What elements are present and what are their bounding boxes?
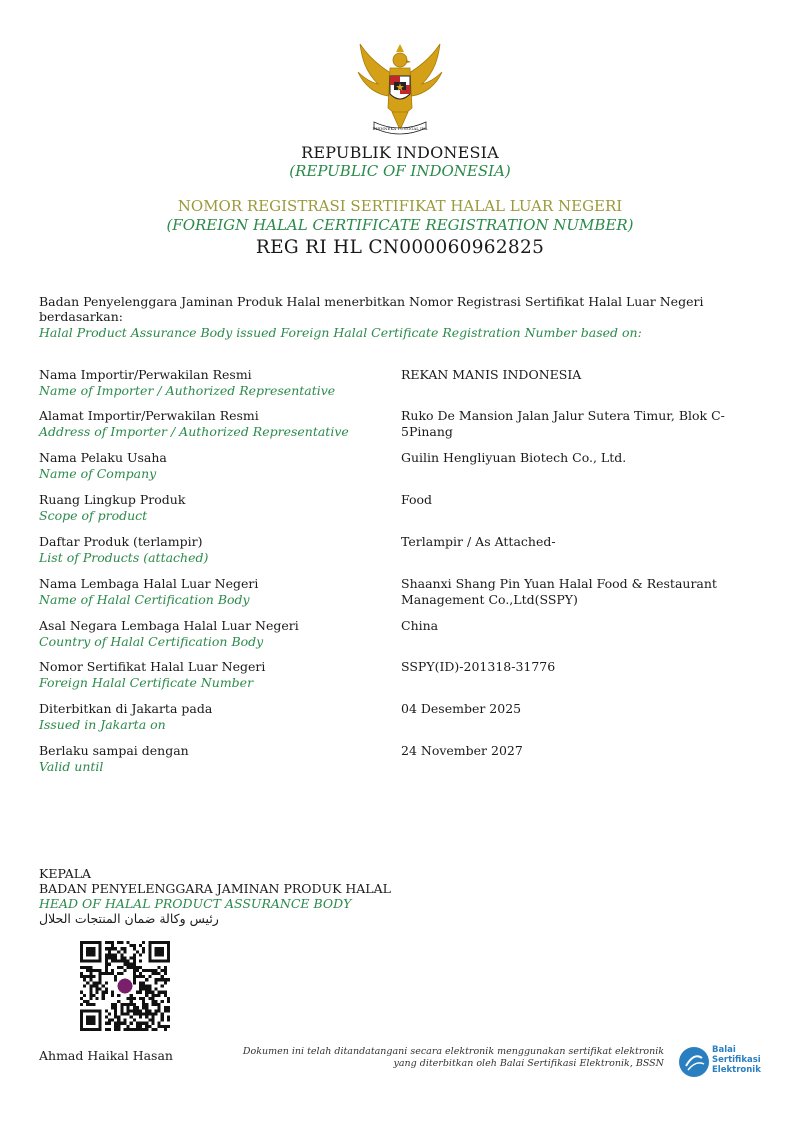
signer-agency-en: HEAD OF HALAL PRODUCT ASSURANCE BODY: [39, 896, 352, 911]
country-title-en: (REPUBLIC OF INDONESIA): [289, 162, 511, 180]
field-label: Nama Lembaga Halal Luar Negeri: [39, 576, 259, 591]
signer-agency: BADAN PENYELENGGARA JAMINAN PRODUK HALAL: [39, 881, 391, 896]
field-label: Nomor Sertifikat Halal Luar Negeri: [39, 659, 266, 674]
field-label-en: Issued in Jakarta on: [39, 716, 166, 732]
field-label: Nama Importir/Perwakilan Resmi: [39, 367, 252, 382]
field-value: 04 Desember 2025: [401, 701, 522, 716]
field-value: Food: [401, 492, 433, 507]
document-title: NOMOR REGISTRASI SERTIFIKAT HALAL LUAR NEGERI: [177, 197, 623, 215]
intro-text-en: Halal Product Assurance Body issued Foreign Halal Certificate Registration Number based on:: [39, 325, 642, 340]
bsre-logo-text: [712, 1045, 761, 1075]
field-label-en: Scope of product: [39, 507, 148, 523]
bsre-line: Elektronik: [712, 1065, 761, 1075]
field-label-en: Name of Halal Certification Body: [39, 591, 250, 607]
registration-number: REG RI HL CN000060962825: [255, 237, 545, 258]
field-label: Nama Pelaku Usaha: [39, 450, 167, 465]
bsre-line: Balai: [712, 1045, 736, 1055]
field-label-en: Foreign Halal Certificate Number: [39, 674, 254, 690]
intro-text: Badan Penyelenggara Jaminan Produk Halal menerbitkan Nomor Registrasi Sertifikat Halal Luar Negeri berdasarkan:: [39, 294, 704, 324]
disclaimer-line: Dokumen ini telah ditandatangani secara elektronik menggunakan sertifikat elektronik: [242, 1046, 664, 1057]
disclaimer-line: yang diterbitkan oleh Balai Sertifikasi Elektronik, BSSN: [393, 1058, 664, 1069]
qr-code-icon: [80, 941, 170, 1031]
field-label-en: Valid until: [39, 758, 104, 774]
field-value: Terlampir / As Attached-: [401, 534, 556, 549]
garuda-emblem-icon: [350, 38, 450, 138]
field-label-en: Country of Halal Certification Body: [39, 633, 264, 649]
field-value: SSPY(ID)-201318-31776: [401, 659, 556, 674]
field-label-en: Name of Importer / Authorized Representative: [39, 382, 336, 398]
signer-name: Ahmad Haikal Hasan: [39, 1048, 173, 1063]
bsre-line: Sertifikasi: [712, 1055, 761, 1065]
field-label: Diterbitkan di Jakarta pada: [39, 701, 213, 716]
emblem-motto: BHINNEKA TUNGGAL IKA: [372, 126, 428, 131]
signer-title: KEPALA: [39, 866, 92, 881]
field-label: Ruang Lingkup Produk: [39, 492, 186, 507]
field-value: Shaanxi Shang Pin Yuan Halal Food & Restaurant Management Co.,Ltd(SSPY): [401, 576, 717, 607]
document-title-en: (FOREIGN HALAL CERTIFICATE REGISTRATION NUMBER): [166, 216, 634, 234]
field-label: Alamat Importir/Perwakilan Resmi: [39, 408, 259, 423]
field-value: China: [401, 618, 439, 633]
e-signature-disclaimer: [240, 1046, 664, 1070]
field-value: Guilin Hengliyuan Biotech Co., Ltd.: [401, 450, 627, 465]
signer-agency-ar: رئيس وكالة ضمان المنتجات الحلال: [39, 911, 219, 926]
field-label-en: List of Products (attached): [39, 549, 209, 565]
field-value: REKAN MANIS INDONESIA: [401, 367, 582, 382]
field-label-en: Name of Company: [39, 465, 157, 481]
field-label-en: Address of Importer / Authorized Representative: [39, 423, 349, 439]
field-label: Daftar Produk (terlampir): [39, 534, 203, 549]
field-value: Ruko De Mansion Jalan Jalur Sutera Timur, Blok C-5Pinang: [401, 408, 725, 439]
field-value: 24 November 2027: [401, 743, 523, 758]
field-label: Asal Negara Lembaga Halal Luar Negeri: [39, 618, 299, 633]
country-title: REPUBLIK INDONESIA: [301, 143, 499, 162]
signature-block: [39, 866, 391, 926]
field-label: Berlaku sampai dengan: [39, 743, 189, 758]
